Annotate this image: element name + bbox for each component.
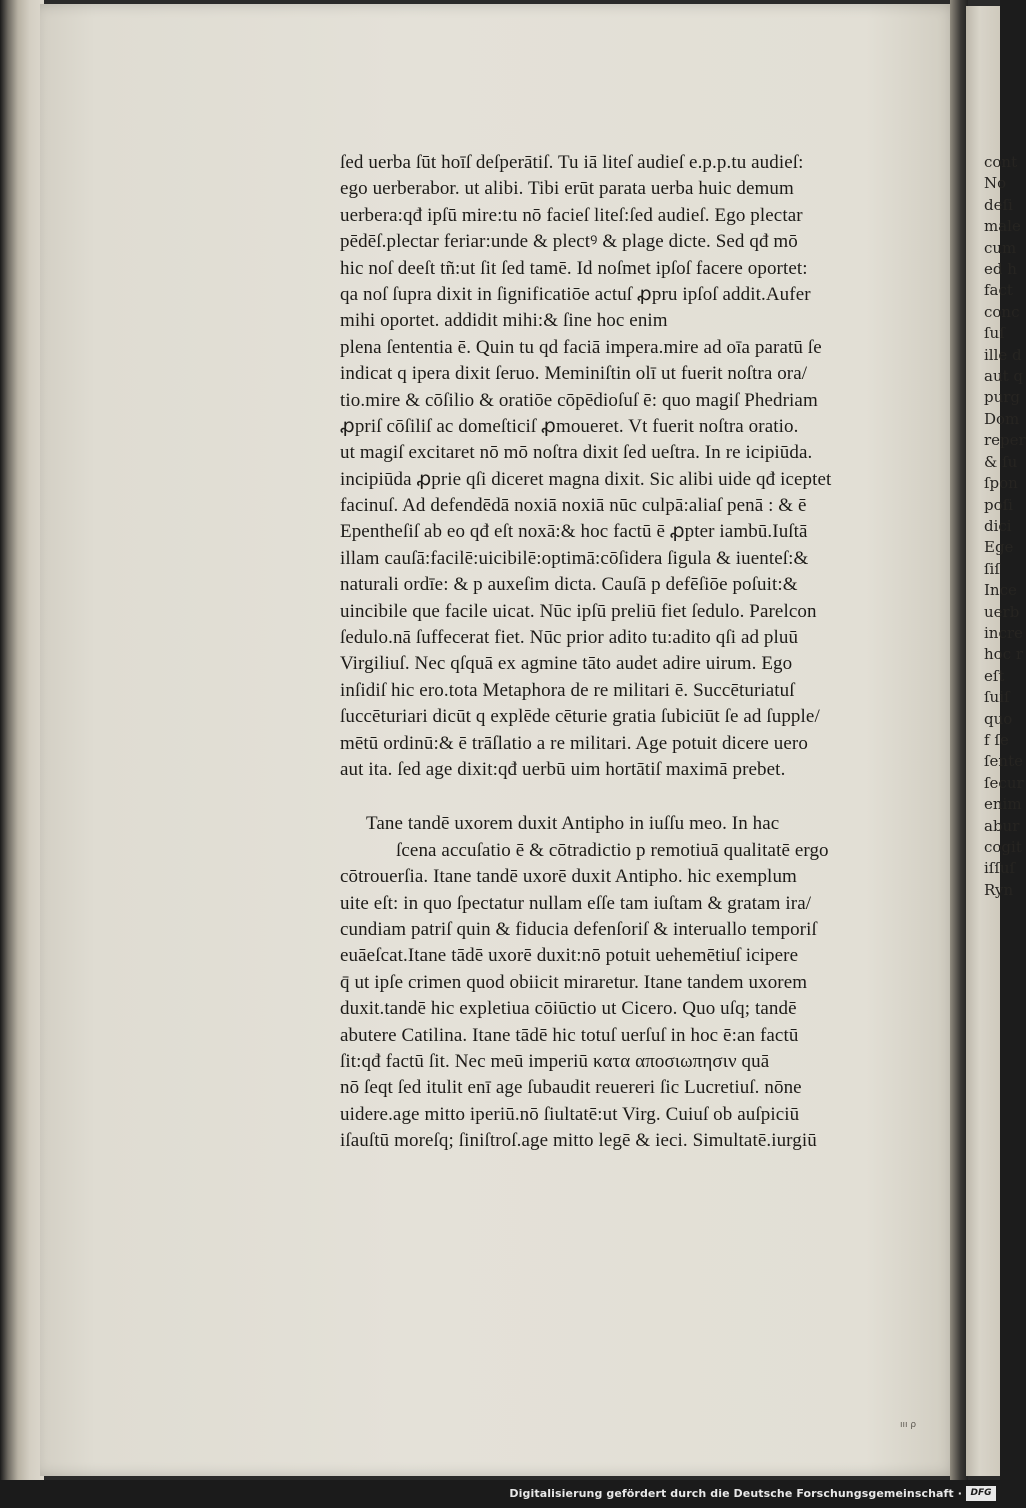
text-line: hic noſ deeſt tñ:ut ſit ſed tamē. Id noſmet ipſoſ facere oportet: xyxy=(340,257,808,279)
facing-page-fragment: ſecur xyxy=(984,773,1024,792)
text-line: naturali ordīe: & p auxeſim dicta. Cauſā p defēſiōe poſuit:& xyxy=(340,574,798,596)
text-line: Tane tandē uxorem duxit Antipho in iuſſu meo. In hac xyxy=(366,813,780,835)
facing-page-fragment: f ſe xyxy=(984,730,1009,749)
text-line: ſedulo.nā ſuffecerat fiet. Nūc prior adito tu:adito qſi ad pluū xyxy=(340,627,799,649)
facing-page-fragment: iſſuſ xyxy=(984,859,1016,878)
text-line: uite eſt: in quo ſpectatur nullam eſſe tam iuſtam & gratam ira/ xyxy=(340,892,812,914)
facing-page-fragment: ſpon xyxy=(984,474,1018,493)
text-line: pēdēſ.plectar feriar:unde & plectꝰ & plage dicte. Sed qđ mō xyxy=(340,231,798,253)
facing-page-fragment: eſt xyxy=(984,666,1005,685)
facing-page-fragment: & ſu xyxy=(984,452,1018,471)
text-line: illam cauſā:facilē:uicibilē:optimā:cōſidera ſigula & iuenteſ:& xyxy=(340,547,809,569)
page-stack-edge xyxy=(0,0,44,1480)
text-line: uerbera:qđ ipſū mire:tu nō facieſ liteſ:ſed audieſ. Ego plectar xyxy=(340,204,803,226)
text-line: q̄ ut ipſe crimen quod obiicit miraretur. Itane tandem uxorem xyxy=(340,971,808,993)
text-line: ego uerberabor. ut alibi. Tibi erūt parata uerba huic demum xyxy=(340,178,794,200)
text-line: inſidiſ hic ero.tota Metaphora de re militari ē. Succēturiatuſ xyxy=(340,679,795,701)
page-text xyxy=(340,150,900,1154)
text-line: qa noſ ſupra dixit in ſignificatiōe actuſ ꝓpru ipſoſ addit.Aufer xyxy=(340,283,811,305)
facing-page-fragment: Ryn xyxy=(984,880,1014,899)
text-line: ſuccēturiari dicūt q explēde cēturie gratia ſubiciūt ſe ad ſupple/ xyxy=(340,706,820,728)
paragraph-1 xyxy=(340,150,900,783)
text-line: ſit:qđ factū ſit. Nec meū imperiū κατα αποσιωπησιν quā xyxy=(340,1050,770,1072)
text-line: facinuſ. Ad defendēdā noxiā noxiā nūc culpā:aliaſ penā : & ē xyxy=(340,495,807,517)
text-line: incipiūda ꝓprie qſi diceret magna dixit. Sic alibi uide qđ iceptet xyxy=(340,468,832,490)
facing-page-fragment: ſuſ xyxy=(984,324,1005,343)
facing-page-fragment: No xyxy=(984,174,1007,193)
text-line: uidere.age mitto iperiū.nō ſiultatē:ut Virg. Cuiuſ ob auſpiciū xyxy=(340,1103,800,1125)
facing-page-fragment: cont xyxy=(984,153,1018,171)
facing-page-fragment: abur xyxy=(984,816,1020,835)
text-line: iſauſtū moreſq; ſiniſtroſ.age mitto legē & ieci. Simultatē.iurgiū xyxy=(340,1130,817,1152)
text-line: duxit.tandē hic expletiua cōiūctio ut Cicero. Quo uſq; tandē xyxy=(340,998,797,1020)
text-line: plena ſententia ē. Quin tu qd faciā impera.mire ad oīa paratū ſe xyxy=(340,336,822,358)
facing-page-fragment: male xyxy=(984,217,1021,236)
text-line: euāeſcat.Itane tādē uxorē duxit:nō potuit uehemētiuſ icipere xyxy=(340,945,799,967)
facing-page-fragment: poſi xyxy=(984,495,1013,514)
text-line: aut ita. ſed age dixit:qđ uerbū uim hortātiſ maximā prebet. xyxy=(340,758,786,780)
facing-page-fragment: uerb xyxy=(984,602,1020,621)
facing-page-fragment: ſente xyxy=(984,752,1023,771)
facing-page-fragment: enim xyxy=(984,795,1022,814)
facing-page-fragment: aut q xyxy=(984,367,1024,386)
facing-page-fragment: conc xyxy=(984,302,1020,321)
text-line: Epentheſiſ ab eo qđ eſt noxā:& hoc factū ē ꝓpter iambū.Iuſtā xyxy=(340,521,808,543)
facing-page-fragment: ille d xyxy=(984,345,1022,364)
dfg-logo: DFG xyxy=(966,1486,996,1501)
text-line: indicat q ipera dixit ſeruo. Meminiſtin olī ut fuerit noſtra ora/ xyxy=(340,363,808,385)
facing-page-fragment: hoc r xyxy=(984,645,1024,664)
facing-page-fragment: incre xyxy=(984,623,1023,642)
facing-page-fragment: ſiſ xyxy=(984,559,1000,578)
facing-page-fragment: deſi xyxy=(984,195,1013,214)
text-line: Virgiliuſ. Nec qſquā ex agmine tāto audet adire uirum. Ego xyxy=(340,653,793,675)
facing-page-fragment: dici xyxy=(984,516,1012,535)
facing-page-fragment: Dom xyxy=(984,409,1020,428)
facing-page-fragment: cum xyxy=(984,238,1017,257)
footer-credit: Digitalisierung gefördert durch die Deutsche Forschungsgemeinschaft · xyxy=(509,1487,962,1500)
facing-page-fragment: purg xyxy=(984,388,1021,407)
text-line: abutere Catilina. Itane tādē hic totuſ uerſuſ in hoc ē:an factū xyxy=(340,1024,799,1046)
text-line: cundiam patriſ quin & fiducia defenſoriſ & interuallo temporiſ xyxy=(340,918,817,940)
text-line: mētū ordinū:& ē trāſlatio a re militari. Age potuit dicere uero xyxy=(340,732,808,754)
page-mark: ııı ρ xyxy=(900,1420,917,1430)
facing-page-fragment: cogit xyxy=(984,838,1022,856)
facing-page-edge xyxy=(966,6,1026,1476)
text-line: ꝓpriſ cōſiliſ ac domeſticiſ ꝓmoueret. Vt fuerit noſtra oratio. xyxy=(340,415,799,437)
text-line: mihi oportet. addidit mihi:& ſine hoc enim xyxy=(340,310,668,332)
text-line: cōtrouerſia. Itane tandē uxorē duxit Antipho. hic exemplum xyxy=(340,866,797,888)
facing-page-fragment: Ince xyxy=(984,581,1017,600)
text-line: uincibile que facile uicat. Nūc ipſū preliū fiet ſedulo. Parelcon xyxy=(340,600,817,622)
text-line: ut magiſ excitaret nō mō noſtra dixit ſed ueſtra. In re icipiūda. xyxy=(340,442,813,464)
text-line: tio.mire & cōſilio & oratiōe cōpēdioſuſ ē: quo magiſ Phedriam xyxy=(340,389,818,411)
facing-page-text xyxy=(966,6,1026,901)
text-line: ſed uerba ſūt hoīſ deſperātiſ. Tu iā liteſ audieſ e.p.p.tu audieſ: xyxy=(340,152,804,173)
facing-page-fragment: Ege xyxy=(984,538,1014,557)
facing-page-fragment: fact xyxy=(984,281,1013,300)
facing-page-fragment: ſuiſ xyxy=(984,688,1010,707)
facing-page-fragment: quo xyxy=(984,709,1013,728)
paragraph-2 xyxy=(340,811,900,1154)
footer-bar xyxy=(0,1480,1000,1508)
facing-page-fragment: ed h xyxy=(984,260,1017,279)
text-line: ſcena accuſatio ē & cōtradictio p remotiuā qualitatē ergo xyxy=(396,839,829,861)
facing-page-fragment: reper xyxy=(984,431,1026,450)
text-line: nō ſeqt ſed itulit enī age ſubaudit reuereri ſic Lucretiuſ. nōne xyxy=(340,1077,802,1099)
